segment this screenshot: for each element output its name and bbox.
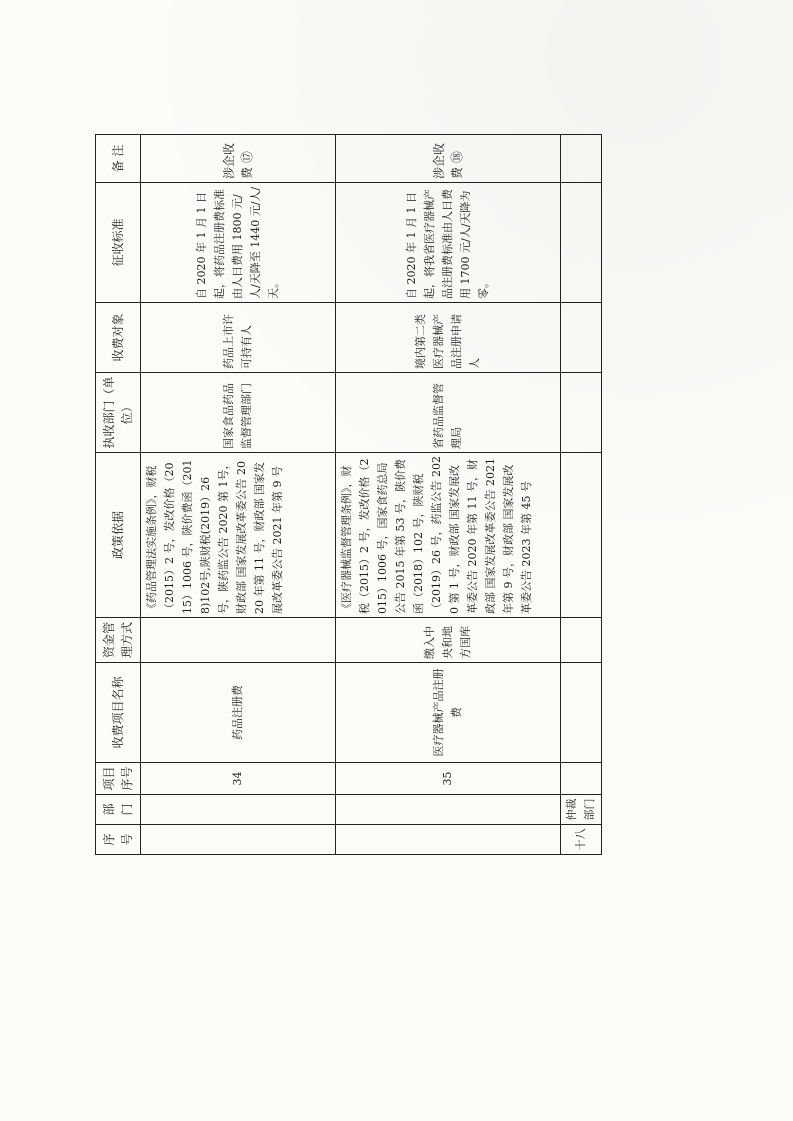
- cell-seq: [141, 825, 336, 855]
- remark-text: 涉企收费: [222, 142, 254, 179]
- header-dept: 部门: [96, 795, 141, 825]
- cell-remark: [561, 135, 602, 183]
- cell-dept: 仲裁部门: [561, 795, 602, 825]
- cell-dept: [336, 795, 561, 825]
- header-seq: 序号: [96, 825, 141, 855]
- remark-number: ⑱: [450, 151, 464, 164]
- remark-text: 涉企收费: [432, 142, 464, 179]
- header-fund-mgmt: 资金管理方式: [96, 618, 141, 663]
- fee-table: [95, 134, 602, 855]
- cell-dept: [141, 795, 336, 825]
- cell-item-seq: [561, 763, 602, 795]
- table-row: [561, 135, 602, 855]
- cell-fund-mgmt: [561, 618, 602, 663]
- header-collector: 执收部门（单位）: [96, 373, 141, 453]
- cell-collector: [561, 373, 602, 453]
- cell-seq: 十八: [561, 825, 602, 855]
- cell-collector: 省药品监督管理局: [336, 373, 561, 453]
- cell-fund-mgmt: 缴入中央和地方国库: [336, 618, 561, 663]
- cell-payer: [561, 303, 602, 373]
- cell-payer: 药品上市许可持有人: [141, 303, 336, 373]
- header-policy: 政策依据: [96, 453, 141, 618]
- cell-item-seq: 35: [336, 763, 561, 795]
- remark-number: ⑰: [240, 151, 254, 164]
- cell-fund-mgmt: [141, 618, 336, 663]
- cell-item-name: 医疗器械产品注册费: [336, 663, 561, 763]
- cell-collector: 国家食品药品监督管理部门: [141, 373, 336, 453]
- table-row: [141, 135, 336, 855]
- header-item-seq: 项目序号: [96, 763, 141, 795]
- cell-remark: [141, 135, 336, 183]
- header-payer: 收费对象: [96, 303, 141, 373]
- cell-policy: [561, 453, 602, 618]
- cell-seq: [336, 825, 561, 855]
- header-row: [96, 135, 141, 855]
- cell-standard: [561, 183, 602, 303]
- header-remark: 备 注: [96, 135, 141, 183]
- table-row: [336, 135, 561, 855]
- cell-item-name: 药品注册费: [141, 663, 336, 763]
- header-item-name: 收费项目名称: [96, 663, 141, 763]
- fee-table-rotated: [95, 135, 596, 855]
- cell-remark: [336, 135, 561, 183]
- cell-payer: 境内第二类医疗器械产品注册申请人: [336, 303, 561, 373]
- header-standard: 征收标准: [96, 183, 141, 303]
- cell-item-name: [561, 663, 602, 763]
- cell-item-seq: 34: [141, 763, 336, 795]
- cell-policy: 《药品管理法实施条例》，财税（2015）2 号，发改价格（2015）1006 号，陕价费函（2018)102号,陕财税(2019）26 号，陕药监公告 2020 第 1号，财政部 国家发展改革委公告 2020 年第 11 号，财政部 国家发展改革委公告 2021 年第 9 号: [141, 453, 336, 618]
- cell-standard: 自 2020 年 1 月 1 日起，将药品注册费标准由人日费用 1800 元/人/天降至 1440 元/人/天。: [141, 183, 336, 303]
- cell-policy: 《医疗器械监督管理条例》，财税（2015）2 号，发改价格（2015）1006 号，国家食药总局公告 2015 年第 53 号，陕价费函（2018）102 号，陕财税（2019）26 号，药监公告 2020 第 1 号，财政部 国家发展改革委公告 2020 年第 11 号，财政部 国家发展改革委公告 2021 年第 9 号，财政部 国家发展改革委公告 2023 年第 45 号: [336, 453, 561, 618]
- cell-standard: 自 2020 年 1 月 1 日起，将我省医疗器械产品注册费标准由人日费用 1700 元/人/天降为零。: [336, 183, 561, 303]
